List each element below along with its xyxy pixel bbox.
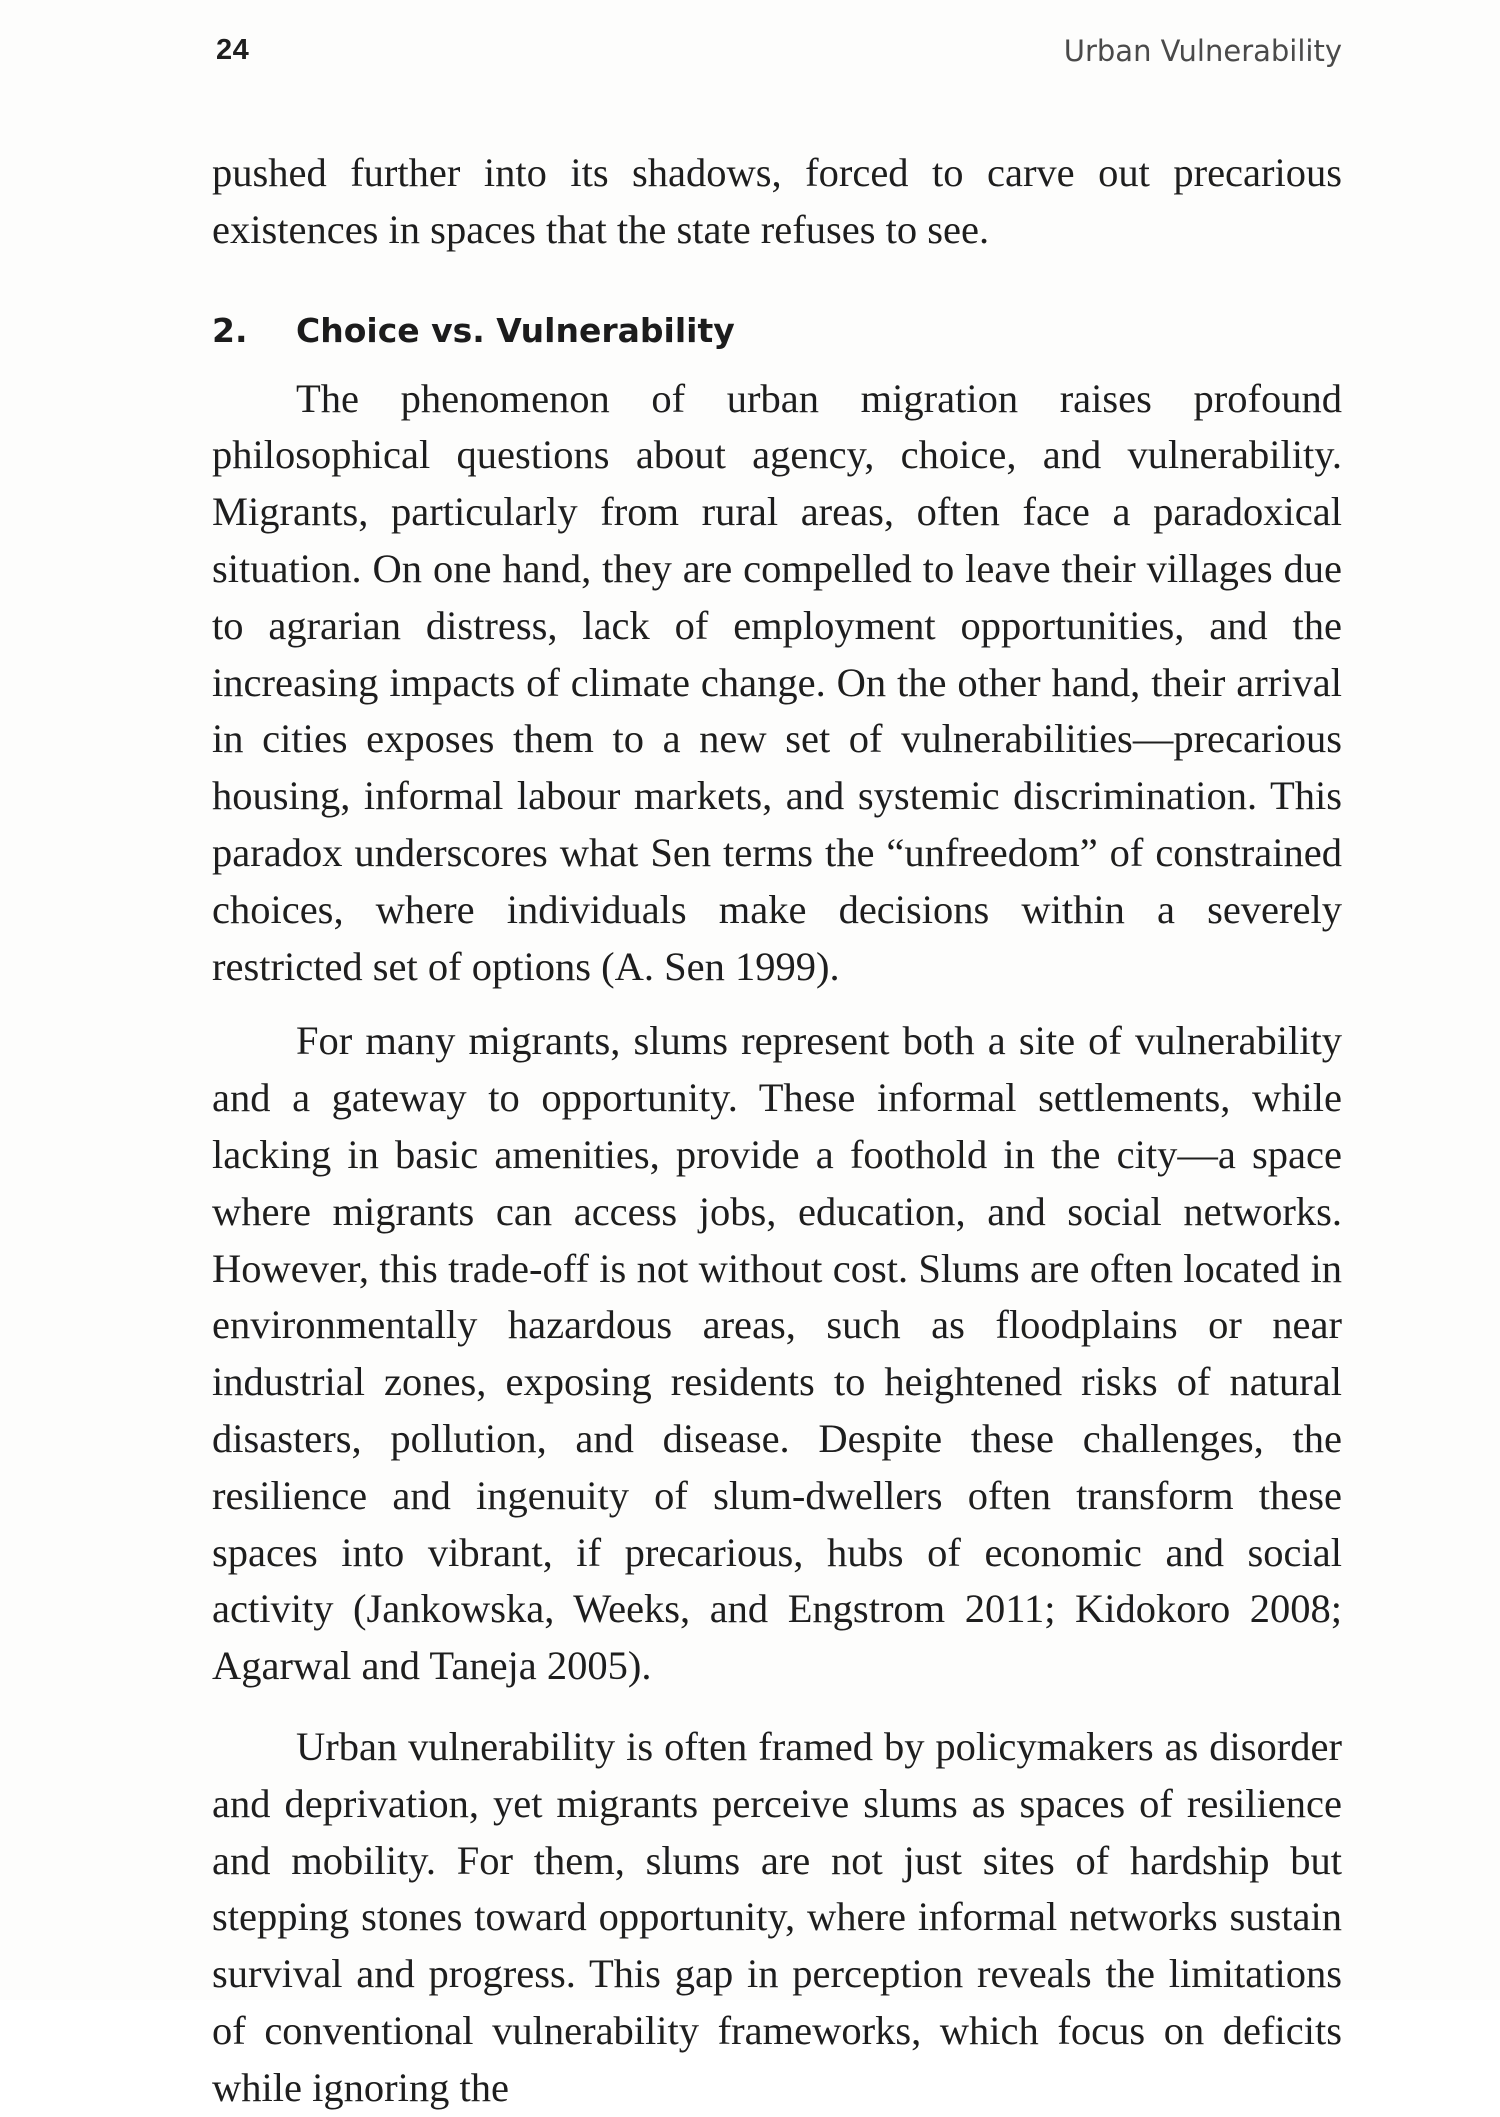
paragraph: Urban vulnerability is often framed by policymakers as disorder and deprivation, yet migrants perceive slums as spaces of resilience and mobility. For them, slums are not just sites of hardship but stepping stones toward opportunity, where informal networks sustain survival and progress. This gap in perception reveals the limitations of conventional vulnerability frameworks, which focus on deficits while ignoring the: [212, 1723, 1342, 2110]
paragraph-continued: pushed further into its shadows, forced to carve out precarious existences in spaces that the state refuses to see.: [212, 150, 1342, 252]
running-header: Urban Vulnerability: [1063, 34, 1342, 68]
page-number: 24: [216, 34, 250, 66]
paragraph: The phenomenon of urban migration raises profound philosophical questions about agency, choice, and vulnerability. Migrants, particularly from rural areas, often face a paradoxical situation. On one hand, they are compelled to leave their villages due to agrarian distress, lack of employment opportunities, and the increasing impacts of climate change. On the other hand, their arrival in cities exposes them to a new set of vulnerabilities—precarious housing, informal labour markets, and systemic discrimination. This paradox underscores what Sen terms the “unfreedom” of constrained choices, where individuals make decisions within a severely restricted set of options (A. Sen 1999).: [212, 375, 1342, 989]
paragraph: For many migrants, slums represent both a site of vulnerability and a gateway to opportunity. These informal settlements, while lacking in basic amenities, provide a foothold in the city—a space where migrants can access jobs, education, and social networks. However, this trade-off is not without cost. Slums are often located in environmentally hazardous areas, such as floodplains or near industrial zones, exposing residents to heightened risks of natural disasters, pollution, and disease. Despite these challenges, the resilience and ingenuity of slum-dwellers often transform these spaces into vibrant, if precarious, hubs of economic and social activity (Jankowska, Weeks, and Engstrom 2011; Kidokoro 2008; Agarwal and Taneja 2005).: [212, 1018, 1342, 1689]
section-title: Choice vs. Vulnerability: [296, 310, 735, 350]
page-body: [212, 145, 1342, 2117]
section-number: 2.: [212, 310, 248, 350]
section-heading: [212, 311, 1342, 351]
